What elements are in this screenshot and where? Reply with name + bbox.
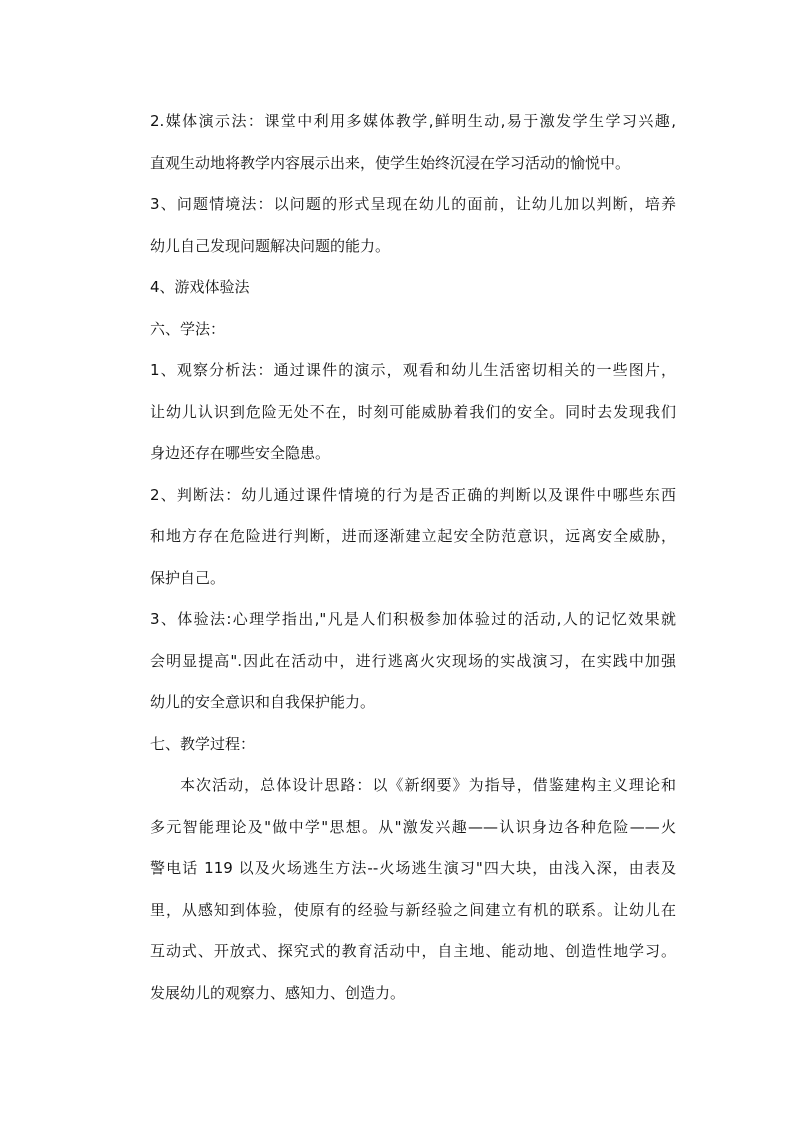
text-line: 3、问题情境法：以问题的形式呈现在幼儿的面前，让幼儿加以判断，培养 [150, 195, 676, 213]
text-line: 和地方存在危险进行判断，进而逐渐建立起安全防范意识，远离安全威胁， [150, 527, 676, 545]
text-line: 七、教学过程： [150, 734, 256, 753]
text-line: 3、体验法:心理学指出,"凡是人们积极参加体验过的活动,人的记忆效果就 [150, 610, 676, 628]
text-line: 发展幼儿的观察力、感知力、创造力。 [150, 983, 406, 1002]
text-line: 警电话 119 以及火场逃生方法--火场逃生演习"四大块，由浅入深，由表及 [150, 859, 676, 877]
text-line: 幼儿的安全意识和自我保护能力。 [150, 693, 376, 711]
text-line: 保护自己。 [150, 568, 226, 587]
text-line: 2、判断法：幼儿通过课件情境的行为是否正确的判断以及课件中哪些东西 [150, 485, 676, 504]
text-line: 互动式、开放式、探究式的教育活动中，自主地、能动地、创造性地学习。 [150, 942, 676, 960]
text-line: 2.媒体演示法：课堂中利用多媒体教学,鲜明生动,易于激发学生学习兴趣, [150, 112, 676, 130]
text-line: 4、游戏体验法 [150, 278, 250, 296]
text-line: 六、学法： [150, 319, 226, 338]
text-line: 本次活动，总体设计思路：以《新纲要》为指导，借鉴建构主义理论和 [180, 776, 676, 794]
text-line: 里，从感知到体验，使原有的经验与新经验之间建立有机的联系。让幼儿在 [150, 900, 676, 919]
text-line: 直观生动地将教学内容展示出来，使学生始终沉浸在学习活动的愉悦中。 [150, 153, 631, 172]
text-line: 让幼儿认识到危险无处不在，时刻可能威胁着我们的安全。同时去发现我们 [150, 402, 676, 421]
text-line: 1、观察分析法：通过课件的演示，观看和幼儿生活密切相关的一些图片， [150, 361, 676, 379]
text-line: 多元智能理论及"做中学"思想。从"激发兴趣——认识身边各种危险——火 [150, 817, 676, 836]
text-line: 幼儿自己发现问题解决问题的能力。 [150, 236, 391, 255]
document-body [150, 101, 676, 1014]
text-line: 身边还存在哪些安全隐患。 [150, 444, 331, 462]
text-line: 会明显提高".因此在活动中，进行逃离火灾现场的实战演习，在实践中加强 [150, 651, 676, 670]
